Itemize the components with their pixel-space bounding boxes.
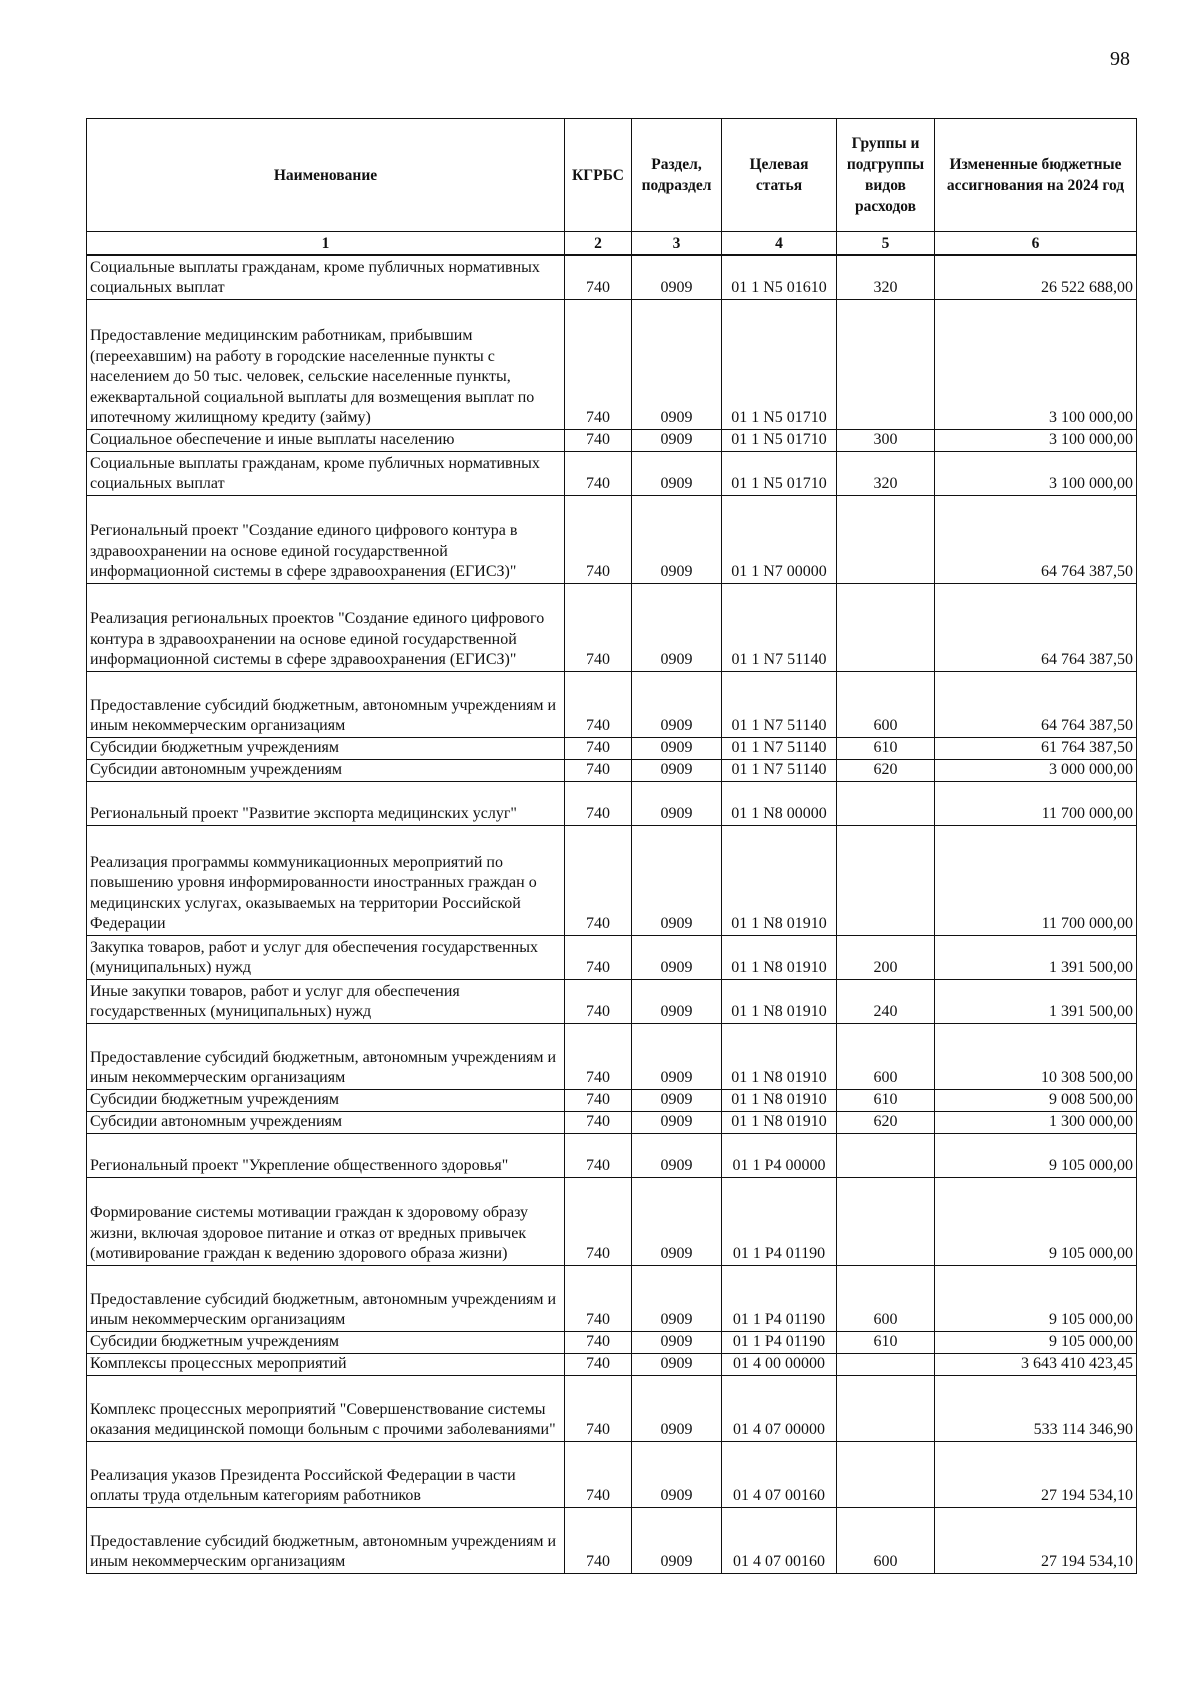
table-row [87, 1441, 1137, 1507]
row-name: Региональный проект "Укрепление общественного здоровья" [87, 1133, 565, 1177]
column-number: 2 [565, 232, 632, 256]
row-target: 01 1 N7 51140 [722, 737, 837, 759]
table-row [87, 1507, 1137, 1573]
row-amount: 11 700 000,00 [935, 825, 1137, 935]
row-section: 0909 [632, 1133, 722, 1177]
row-target: 01 1 N7 00000 [722, 495, 837, 583]
row-amount: 64 764 387,50 [935, 583, 1137, 671]
row-target: 01 1 P4 01190 [722, 1331, 837, 1353]
column-number-row [87, 232, 1137, 256]
column-number: 5 [837, 232, 935, 256]
row-section: 0909 [632, 1507, 722, 1573]
table-row [87, 1265, 1137, 1331]
row-kgrbs: 740 [565, 1177, 632, 1265]
column-number: 3 [632, 232, 722, 256]
row-group: 200 [837, 935, 935, 979]
column-number: 4 [722, 232, 837, 256]
row-kgrbs: 740 [565, 737, 632, 759]
row-section: 0909 [632, 1177, 722, 1265]
row-group: 240 [837, 979, 935, 1023]
table-row [87, 1089, 1137, 1111]
column-header-name: Наименование [87, 119, 565, 232]
row-kgrbs: 740 [565, 1375, 632, 1441]
table-body [87, 255, 1137, 1573]
row-amount: 9 105 000,00 [935, 1265, 1137, 1331]
row-name: Реализация указов Президента Российской Федерации в части оплаты труда отдельным категориям работников [87, 1441, 565, 1507]
row-target: 01 1 P4 01190 [722, 1177, 837, 1265]
row-group: 300 [837, 429, 935, 451]
row-kgrbs: 740 [565, 1111, 632, 1133]
row-section: 0909 [632, 979, 722, 1023]
row-name: Предоставление субсидий бюджетным, автономным учреждениям и иным некоммерческим организациям [87, 1265, 565, 1331]
row-section: 0909 [632, 495, 722, 583]
row-kgrbs: 740 [565, 1507, 632, 1573]
row-amount: 9 105 000,00 [935, 1331, 1137, 1353]
table-row [87, 759, 1137, 781]
row-section: 0909 [632, 737, 722, 759]
table-row [87, 1177, 1137, 1265]
table-row [87, 255, 1137, 299]
row-group [837, 1441, 935, 1507]
row-amount: 64 764 387,50 [935, 671, 1137, 737]
row-kgrbs: 740 [565, 825, 632, 935]
row-target: 01 1 N8 01910 [722, 1089, 837, 1111]
table-row [87, 1375, 1137, 1441]
row-target: 01 1 N8 01910 [722, 1023, 837, 1089]
row-target: 01 1 N7 51140 [722, 671, 837, 737]
row-kgrbs: 740 [565, 979, 632, 1023]
row-section: 0909 [632, 1089, 722, 1111]
table-row [87, 1133, 1137, 1177]
table-row [87, 737, 1137, 759]
page-number: 98 [1110, 48, 1130, 70]
row-group [837, 1133, 935, 1177]
row-group: 620 [837, 1111, 935, 1133]
row-name: Региональный проект "Развитие экспорта медицинских услуг" [87, 781, 565, 825]
row-section: 0909 [632, 671, 722, 737]
table-row [87, 1331, 1137, 1353]
row-amount: 10 308 500,00 [935, 1023, 1137, 1089]
row-name: Социальные выплаты гражданам, кроме публичных нормативных социальных выплат [87, 255, 565, 299]
row-target: 01 1 N8 01910 [722, 935, 837, 979]
row-kgrbs: 740 [565, 759, 632, 781]
row-kgrbs: 740 [565, 495, 632, 583]
row-group: 600 [837, 1507, 935, 1573]
row-group: 600 [837, 1023, 935, 1089]
table-row [87, 1353, 1137, 1375]
row-section: 0909 [632, 825, 722, 935]
row-amount: 1 391 500,00 [935, 979, 1137, 1023]
row-section: 0909 [632, 781, 722, 825]
row-kgrbs: 740 [565, 451, 632, 495]
row-group: 320 [837, 451, 935, 495]
row-amount: 26 522 688,00 [935, 255, 1137, 299]
row-kgrbs: 740 [565, 1441, 632, 1507]
row-name: Реализация региональных проектов "Создание единого цифрового контура в здравоохранении на основе единой государственной информационной системы в сфере здравоохранения (ЕГИСЗ)" [87, 583, 565, 671]
row-amount: 11 700 000,00 [935, 781, 1137, 825]
row-group: 600 [837, 1265, 935, 1331]
row-name: Социальные выплаты гражданам, кроме публичных нормативных социальных выплат [87, 451, 565, 495]
row-amount: 9 105 000,00 [935, 1133, 1137, 1177]
row-target: 01 1 P4 00000 [722, 1133, 837, 1177]
row-group [837, 299, 935, 429]
column-header-amount: Измененные бюджетные ассигнования на 2024 год [935, 119, 1137, 232]
row-amount: 3 643 410 423,45 [935, 1353, 1137, 1375]
row-name: Субсидии бюджетным учреждениям [87, 1331, 565, 1353]
row-group [837, 1353, 935, 1375]
row-group: 610 [837, 1331, 935, 1353]
row-amount: 3 100 000,00 [935, 429, 1137, 451]
row-section: 0909 [632, 255, 722, 299]
row-group: 610 [837, 1089, 935, 1111]
row-target: 01 1 N8 01910 [722, 979, 837, 1023]
table-row [87, 825, 1137, 935]
row-amount: 3 000 000,00 [935, 759, 1137, 781]
row-name: Предоставление субсидий бюджетным, автономным учреждениям и иным некоммерческим организациям [87, 1023, 565, 1089]
row-kgrbs: 740 [565, 1089, 632, 1111]
row-amount: 64 764 387,50 [935, 495, 1137, 583]
row-amount: 1 391 500,00 [935, 935, 1137, 979]
row-target: 01 1 N8 01910 [722, 1111, 837, 1133]
row-group: 620 [837, 759, 935, 781]
table-row [87, 451, 1137, 495]
row-group: 610 [837, 737, 935, 759]
column-header-section: Раздел, подраздел [632, 119, 722, 232]
row-name: Социальное обеспечение и иные выплаты населению [87, 429, 565, 451]
row-kgrbs: 740 [565, 299, 632, 429]
row-name: Закупка товаров, работ и услуг для обеспечения государственных (муниципальных) нужд [87, 935, 565, 979]
row-kgrbs: 740 [565, 935, 632, 979]
row-amount: 27 194 534,10 [935, 1507, 1137, 1573]
row-group [837, 781, 935, 825]
row-name: Комплексы процессных мероприятий [87, 1353, 565, 1375]
row-name: Комплекс процессных мероприятий "Совершенствование системы оказания медицинской помощи больным с прочими заболеваниями" [87, 1375, 565, 1441]
table-row [87, 299, 1137, 429]
row-section: 0909 [632, 759, 722, 781]
row-section: 0909 [632, 1265, 722, 1331]
row-target: 01 1 N8 00000 [722, 781, 837, 825]
row-section: 0909 [632, 451, 722, 495]
row-name: Субсидии автономным учреждениям [87, 1111, 565, 1133]
column-header-kgrbs: КГРБС [565, 119, 632, 232]
row-target: 01 1 P4 01190 [722, 1265, 837, 1331]
row-amount: 3 100 000,00 [935, 299, 1137, 429]
row-section: 0909 [632, 1353, 722, 1375]
row-kgrbs: 740 [565, 781, 632, 825]
row-target: 01 4 07 00160 [722, 1441, 837, 1507]
row-target: 01 1 N5 01610 [722, 255, 837, 299]
row-amount: 9 008 500,00 [935, 1089, 1137, 1111]
row-group: 600 [837, 671, 935, 737]
row-kgrbs: 740 [565, 429, 632, 451]
row-section: 0909 [632, 299, 722, 429]
row-name: Предоставление медицинским работникам, прибывшим (переехавшим) на работу в городские населенные пункты с населением до 50 тыс. человек, сельские населенные пункты, ежеквартальной социальной выплаты для возмещения выплат по ипотечному жилищному кредиту (займу) [87, 299, 565, 429]
row-name: Субсидии автономным учреждениям [87, 759, 565, 781]
row-group [837, 1375, 935, 1441]
column-header-group: Группы и подгруппы видов расходов [837, 119, 935, 232]
row-kgrbs: 740 [565, 1133, 632, 1177]
row-kgrbs: 740 [565, 671, 632, 737]
row-target: 01 4 07 00000 [722, 1375, 837, 1441]
table-row [87, 1111, 1137, 1133]
table-row [87, 671, 1137, 737]
row-target: 01 4 07 00160 [722, 1507, 837, 1573]
row-name: Предоставление субсидий бюджетным, автономным учреждениям и иным некоммерческим организациям [87, 671, 565, 737]
row-section: 0909 [632, 1441, 722, 1507]
row-group [837, 583, 935, 671]
row-target: 01 1 N5 01710 [722, 451, 837, 495]
column-header-target: Целевая статья [722, 119, 837, 232]
table-row [87, 583, 1137, 671]
row-kgrbs: 740 [565, 1265, 632, 1331]
row-group [837, 825, 935, 935]
row-section: 0909 [632, 1375, 722, 1441]
table-header-row [87, 119, 1137, 232]
table-row [87, 495, 1137, 583]
row-name: Предоставление субсидий бюджетным, автономным учреждениям и иным некоммерческим организациям [87, 1507, 565, 1573]
column-number: 1 [87, 232, 565, 256]
row-target: 01 1 N5 01710 [722, 299, 837, 429]
row-kgrbs: 740 [565, 255, 632, 299]
row-amount: 61 764 387,50 [935, 737, 1137, 759]
row-section: 0909 [632, 583, 722, 671]
row-name: Субсидии бюджетным учреждениям [87, 737, 565, 759]
table-row [87, 979, 1137, 1023]
column-number: 6 [935, 232, 1137, 256]
row-name: Реализация программы коммуникационных мероприятий по повышению уровня информированности иностранных граждан о медицинских услугах, оказываемых на территории Российской Федерации [87, 825, 565, 935]
row-amount: 1 300 000,00 [935, 1111, 1137, 1133]
row-target: 01 1 N5 01710 [722, 429, 837, 451]
row-group [837, 495, 935, 583]
row-amount: 27 194 534,10 [935, 1441, 1137, 1507]
row-name: Иные закупки товаров, работ и услуг для обеспечения государственных (муниципальных) нужд [87, 979, 565, 1023]
row-amount: 9 105 000,00 [935, 1177, 1137, 1265]
table-row [87, 1023, 1137, 1089]
table-row [87, 781, 1137, 825]
row-group [837, 1177, 935, 1265]
row-target: 01 1 N7 51140 [722, 759, 837, 781]
row-kgrbs: 740 [565, 1331, 632, 1353]
row-kgrbs: 740 [565, 583, 632, 671]
row-target: 01 1 N7 51140 [722, 583, 837, 671]
row-section: 0909 [632, 935, 722, 979]
table-row [87, 429, 1137, 451]
row-amount: 3 100 000,00 [935, 451, 1137, 495]
row-name: Субсидии бюджетным учреждениям [87, 1089, 565, 1111]
row-amount: 533 114 346,90 [935, 1375, 1137, 1441]
row-target: 01 4 00 00000 [722, 1353, 837, 1375]
table-row [87, 935, 1137, 979]
row-section: 0909 [632, 1023, 722, 1089]
row-name: Формирование системы мотивации граждан к здоровому образу жизни, включая здоровое питание и отказ от вредных привычек (мотивирование граждан к ведению здорового образа жизни) [87, 1177, 565, 1265]
row-section: 0909 [632, 429, 722, 451]
row-section: 0909 [632, 1331, 722, 1353]
row-target: 01 1 N8 01910 [722, 825, 837, 935]
row-name: Региональный проект "Создание единого цифрового контура в здравоохранении на основе единой государственной информационной системы в сфере здравоохранения (ЕГИСЗ)" [87, 495, 565, 583]
row-group: 320 [837, 255, 935, 299]
row-section: 0909 [632, 1111, 722, 1133]
budget-table [86, 118, 1137, 1574]
row-kgrbs: 740 [565, 1023, 632, 1089]
row-kgrbs: 740 [565, 1353, 632, 1375]
